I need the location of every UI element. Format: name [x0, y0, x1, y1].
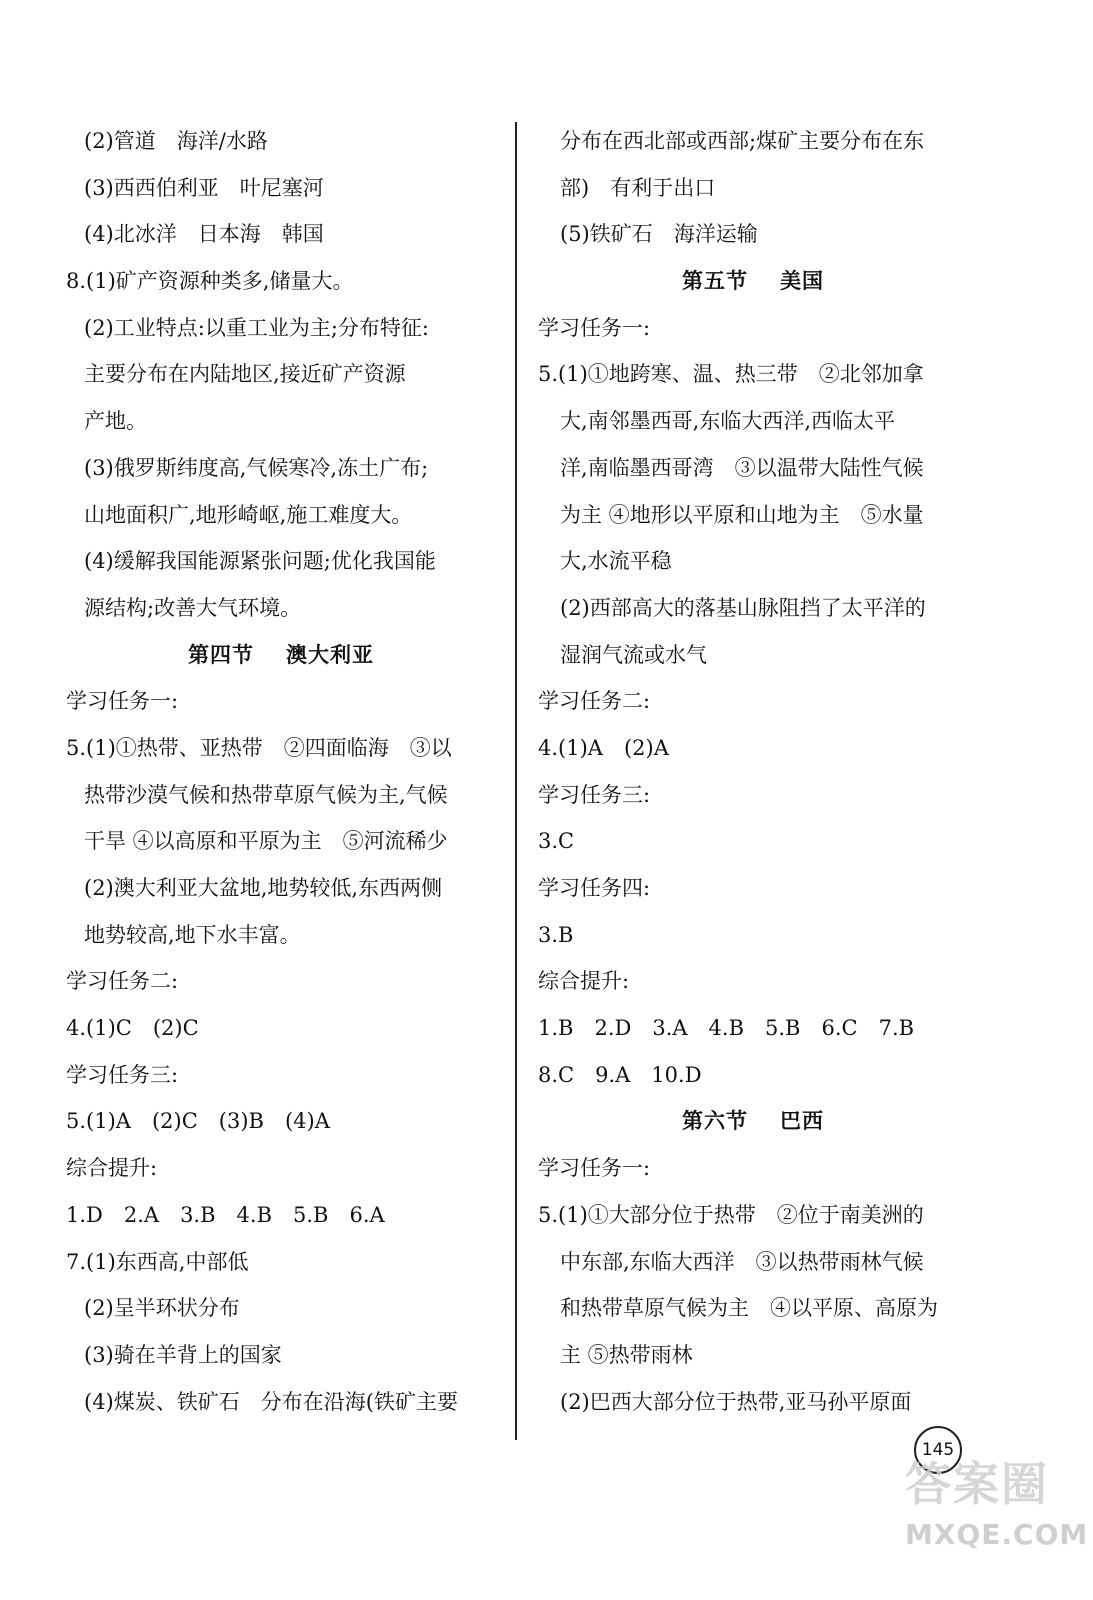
section-heading — [538, 1098, 968, 1145]
text-line: (4)北冰洋 日本海 韩国 — [84, 222, 324, 247]
text-line: 分布在西北部或西部;煤矿主要分布在东 — [560, 129, 925, 153]
column-divider — [515, 122, 517, 1440]
text-line: 综合提升: — [538, 969, 630, 994]
section-title: 美国 — [780, 269, 824, 294]
text-line: 学习任务一: — [66, 689, 179, 714]
text-line: (2)呈半环状分布 — [84, 1296, 240, 1321]
text-line: 山地面积广,地形崎岖,施工难度大。 — [84, 502, 413, 527]
text-line: 学习任务三: — [538, 782, 651, 807]
text-line: 中东部,东临大西洋 ③以热带雨林气候 — [560, 1249, 924, 1274]
text-line: 5.(1)①地跨寒、温、热三带 ②北邻加拿 — [538, 362, 924, 387]
text-line: 7.(1)东西高,中部低 — [66, 1249, 249, 1274]
left-column — [66, 118, 496, 1425]
text-line: 大,南邻墨西哥,东临大西洋,西临太平 — [560, 409, 896, 434]
text-line: 5.(1)A (2)C (3)B (4)A — [66, 1109, 330, 1134]
text-line: 学习任务四: — [538, 876, 651, 900]
watermark-logo — [905, 1448, 1089, 1588]
text-line: (3)西西伯利亚 叶尼塞河 — [84, 175, 324, 200]
text-line: 学习任务一: — [538, 1156, 651, 1181]
text-line: 学习任务一: — [538, 315, 651, 340]
page-number: 145 — [914, 1426, 962, 1474]
text-line: 1.D 2.A 3.B 4.B 5.B 6.A — [66, 1202, 385, 1227]
text-line: 综合提升: — [66, 1156, 158, 1181]
text-line: 8.(1)矿产资源种类多,储量大。 — [66, 269, 354, 294]
text-line: (3)俄罗斯纬度高,气候寒冷,冻土广布; — [84, 455, 429, 480]
text-line: 部) 有利于出口 — [560, 175, 716, 200]
text-line: 8.C 9.A 10.D — [538, 1062, 702, 1087]
text-line: (2)澳大利亚大盆地,地势较低,东西两侧 — [84, 876, 443, 900]
text-line: 4.(1)C (2)C — [66, 1016, 199, 1041]
text-line: 学习任务二: — [538, 689, 651, 714]
text-line: 地势较高,地下水丰富。 — [84, 922, 301, 947]
text-line: 3.B — [538, 922, 574, 947]
section-title: 澳大利亚 — [286, 642, 374, 667]
text-line: (2)巴西大部分位于热带,亚马孙平原面 — [560, 1389, 912, 1414]
section-number: 第五节 — [682, 269, 748, 294]
text-line: (4)煤炭、铁矿石 分布在沿海(铁矿主要 — [84, 1389, 458, 1414]
text-line: 5.(1)①热带、亚热带 ②四面临海 ③以 — [66, 735, 452, 760]
text-line: (2)管道 海洋/水路 — [84, 129, 268, 153]
text-line: (2)工业特点:以重工业为主;分布特征: — [84, 315, 429, 340]
text-line: (3)骑在羊背上的国家 — [84, 1342, 282, 1367]
text-line: (5)铁矿石 海洋运输 — [560, 222, 758, 247]
text-line: (2)西部高大的落基山脉阻挡了太平洋的 — [560, 595, 926, 620]
text-line: 湿润气流或水气 — [560, 642, 707, 667]
section-number: 第六节 — [682, 1109, 748, 1134]
text-line: 学习任务二: — [66, 969, 179, 994]
text-line: 为主 ④地形以平原和山地为主 ⑤水量 — [560, 502, 924, 527]
text-line: 5.(1)①大部分位于热带 ②位于南美洲的 — [538, 1202, 924, 1227]
text-line: 产地。 — [84, 409, 147, 434]
text-line: 大,水流平稳 — [560, 549, 672, 574]
text-line: 和热带草原气候为主 ④以平原、高原为 — [560, 1296, 938, 1321]
text-line: 学习任务三: — [66, 1062, 179, 1087]
section-title: 巴西 — [780, 1109, 824, 1134]
text-line: 热带沙漠气候和热带草原气候为主,气候 — [84, 782, 448, 807]
text-line: 1.B 2.D 3.A 4.B 5.B 6.C 7.B — [538, 1016, 915, 1041]
right-column — [538, 118, 968, 1425]
section-heading — [66, 632, 496, 679]
text-line: 干旱 ④以高原和平原为主 ⑤河流稀少 — [84, 829, 448, 854]
text-line: 主要分布在内陆地区,接近矿产资源 — [84, 362, 406, 387]
text-line: 主 ⑤热带雨林 — [560, 1342, 693, 1367]
text-line: 洋,南临墨西哥湾 ③以温带大陆性气候 — [560, 455, 924, 480]
watermark-text: 答案圈 — [905, 1457, 1049, 1511]
watermark-url: MXQE.COM — [905, 1518, 1089, 1551]
text-line: 4.(1)A (2)A — [538, 735, 669, 760]
text-line: 3.C — [538, 829, 575, 854]
section-number: 第四节 — [188, 642, 254, 667]
text-line: 源结构;改善大气环境。 — [84, 595, 302, 620]
section-heading — [538, 258, 968, 305]
text-line: (4)缓解我国能源紧张问题;优化我国能 — [84, 549, 436, 574]
